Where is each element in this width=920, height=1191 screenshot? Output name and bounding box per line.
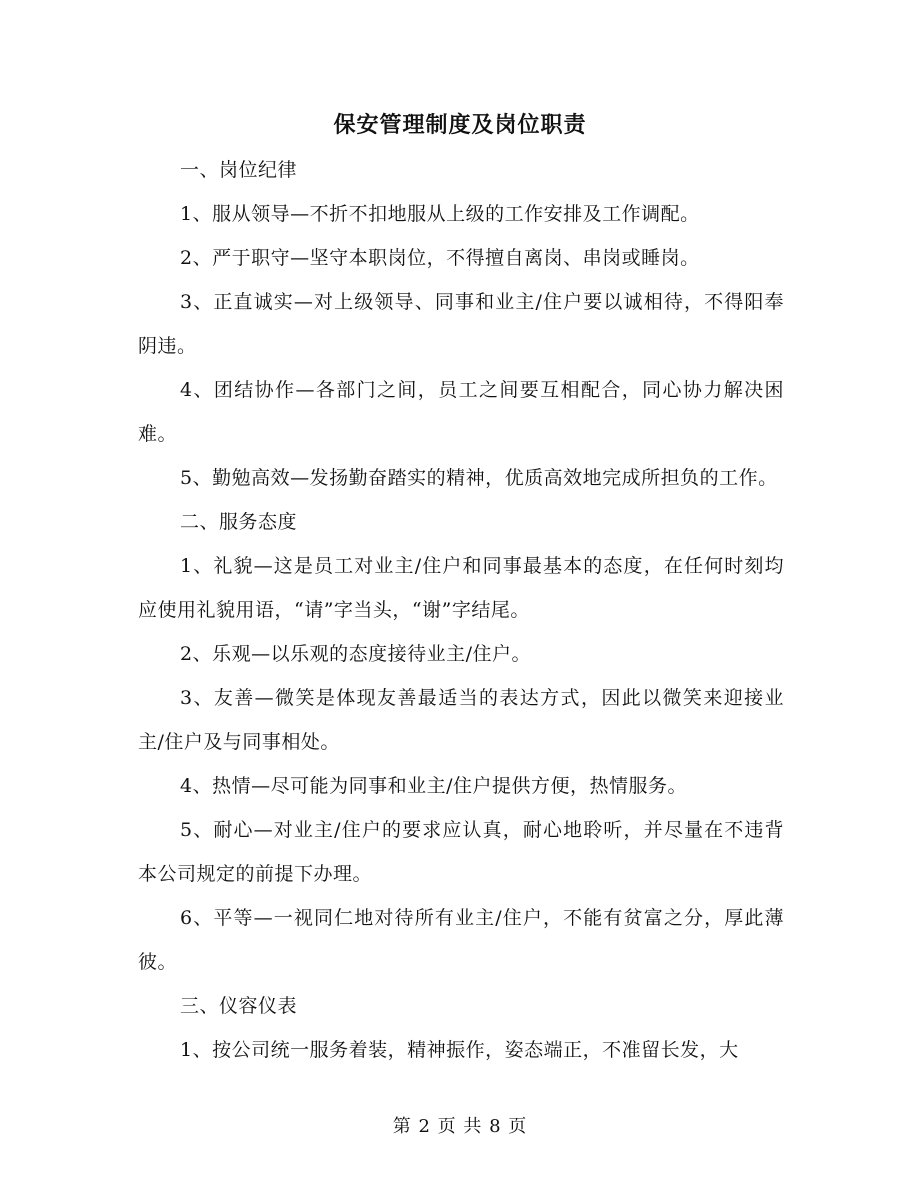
document-body [138, 148, 784, 1072]
section-heading: 一、岗位纪律 [180, 159, 298, 181]
list-item: 4、热情—尽可能为同事和业主/住户提供方便，热情服务。 [180, 775, 687, 797]
list-item: 4、团结协作—各部门之间，员工之间要互相配合，同心协力解决困难。 [138, 379, 784, 445]
document-title: 保安管理制度及岗位职责 [333, 112, 587, 138]
list-item: 2、乐观—以乐观的态度接待业主/住户。 [180, 643, 531, 665]
list-item: 6、平等—一视同仁地对待所有业主/住户，不能有贫富之分，厚此薄彼。 [138, 907, 784, 973]
list-item: 1、按公司统一服务着装，精神振作，姿态端正，不准留长发，大 [180, 1039, 739, 1061]
list-item: 5、耐心—对业主/住户的要求应认真，耐心地聆听，并尽量在不违背本公司规定的前提下办理。 [138, 819, 784, 885]
list-item: 1、礼貌—这是员工对业主/住户和同事最基本的态度，在任何时刻均应使用礼貌用语，“请”字当头，“谢”字结尾。 [138, 555, 784, 621]
list-item: 2、严于职守—坚守本职岗位，不得擅自离岗、串岗或睡岗。 [180, 247, 700, 269]
list-item: 1、服从领导—不折不扣地服从上级的工作安排及工作调配。 [180, 203, 700, 225]
list-item: 3、正直诚实—对上级领导、同事和业主/住户要以诚相待，不得阳奉阴违。 [138, 291, 784, 357]
section-heading: 二、服务态度 [180, 511, 298, 533]
page-number-footer: 第 2 页 共 8 页 [392, 1116, 528, 1137]
section-heading: 三、仪容仪表 [180, 995, 298, 1017]
list-item: 3、友善—微笑是体现友善最适当的表达方式，因此以微笑来迎接业主/住户及与同事相处。 [138, 687, 784, 753]
list-item: 5、勤勉高效—发扬勤奋踏实的精神，优质高效地完成所担负的工作。 [180, 467, 778, 489]
